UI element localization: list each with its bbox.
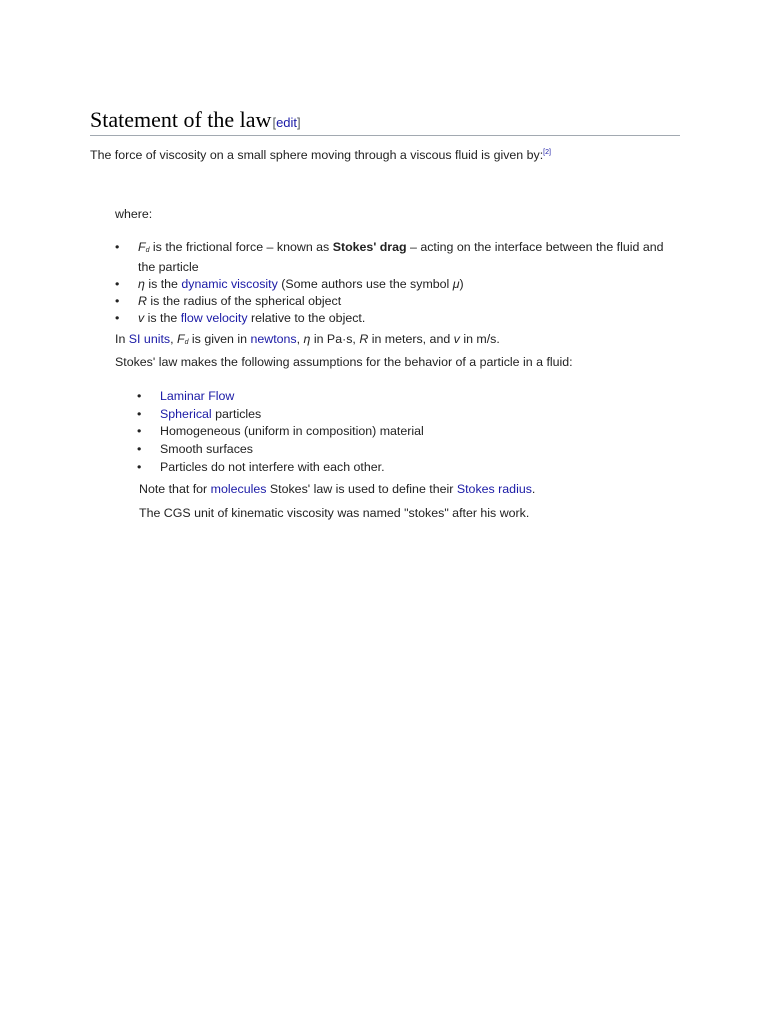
molecules-note: Note that for molecules Stokes' law is used to define their Stokes radius. — [139, 482, 536, 496]
si-units-paragraph: In SI units, Fd is given in newtons, η in Pa·s, R in meters, and v in m/s. — [115, 332, 500, 346]
spherical-link[interactable]: Spherical — [160, 406, 212, 421]
list-item: • Fd is the frictional force – known as Stokes' drag – acting on the interface between the fluid and the particle — [138, 239, 678, 276]
list-item: • v is the flow velocity relative to the object. — [138, 310, 678, 327]
list-item: • R is the radius of the spherical object — [138, 293, 678, 310]
list-item: • Spherical particles — [160, 406, 660, 424]
flow-velocity-link[interactable]: flow velocity — [180, 311, 248, 325]
reference-link[interactable]: [2] — [543, 149, 551, 156]
edit-section: [edit] — [272, 115, 301, 130]
section-title: Statement of the law — [90, 107, 272, 132]
laminar-flow-link[interactable]: Laminar Flow — [160, 389, 235, 403]
stokes-radius-link[interactable]: Stokes radius — [456, 482, 532, 496]
si-units-link[interactable]: SI units — [128, 332, 171, 346]
dynamic-viscosity-link[interactable]: dynamic viscosity — [181, 277, 278, 291]
list-item: • η is the dynamic viscosity (Some authors use the symbol μ) — [138, 276, 678, 293]
where-label: where: — [115, 207, 153, 221]
list-item: • Smooth surfaces — [160, 441, 660, 459]
list-item — [160, 388, 660, 406]
intro-paragraph: The force of viscosity on a small sphere moving through a viscous fluid is given by:[2] — [90, 148, 551, 162]
definitions-list — [138, 239, 678, 327]
molecules-link[interactable]: molecules — [210, 482, 267, 496]
section-heading — [90, 106, 680, 136]
assumptions-intro: Stokes' law makes the following assumptions for the behavior of a particle in a fluid: — [115, 355, 573, 369]
assumptions-list — [160, 388, 660, 477]
list-item: • Homogeneous (uniform in composition) material — [160, 423, 660, 441]
list-item: • Particles do not interfere with each other. — [160, 459, 660, 477]
stokes-drag-term: Stokes' drag — [332, 240, 407, 254]
edit-link[interactable]: edit — [276, 115, 298, 130]
cgs-note: The CGS unit of kinematic viscosity was named "stokes" after his work. — [139, 506, 530, 520]
newtons-link[interactable]: newtons — [250, 332, 297, 346]
